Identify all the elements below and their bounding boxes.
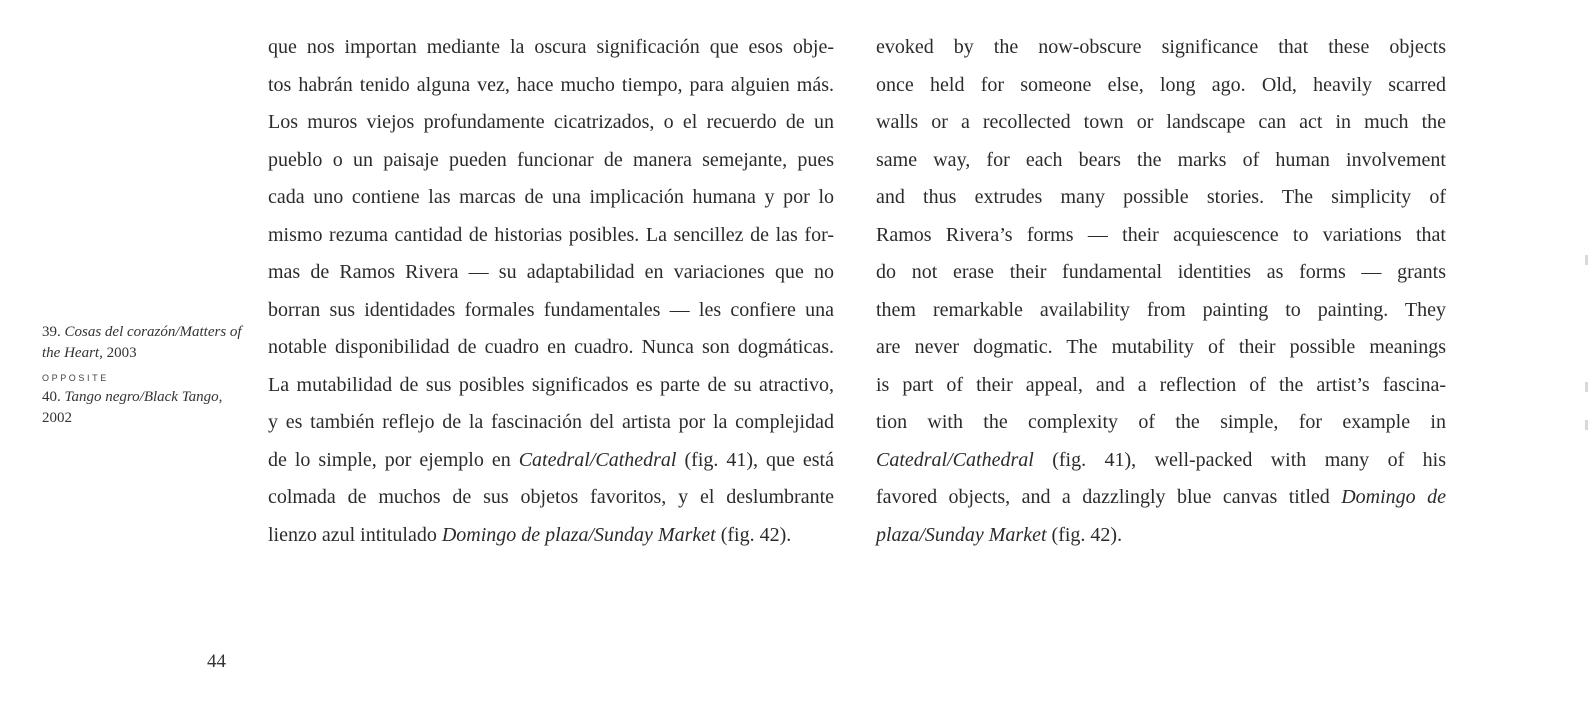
text-line xyxy=(876,442,1446,480)
caption-year: 2002 xyxy=(42,410,72,426)
text-line: evoked by the now-obscure significance that these objects xyxy=(876,36,1446,58)
caption-year: 2003 xyxy=(102,345,137,361)
text-segment: favored objects, and a dazzlingly blue canvas titled xyxy=(876,486,1342,508)
text-line: tos habrán tenido alguna vez, hace mucho tiempo, para alguien más. xyxy=(268,73,834,96)
page-number: 44 xyxy=(207,651,226,672)
text-line: La mutabilidad de sus posibles significados es parte de su atractivo, xyxy=(268,373,834,396)
text-segment: (fig. 42). xyxy=(715,523,792,546)
italic-title: Catedral/Cathedral xyxy=(876,448,1034,471)
caption-title: Cosas del corazón/Matters of the Heart, xyxy=(42,324,242,361)
text-line xyxy=(268,442,834,480)
text-line: que nos importan mediante la oscura significación que esos obje- xyxy=(268,36,834,58)
english-text-column xyxy=(876,29,1446,554)
text-line: cada uno contiene las marcas de una implicación humana y por lo xyxy=(268,186,834,208)
text-segment: (fig. 41), que está xyxy=(676,448,834,471)
text-line: Los muros viejos profundamente cicatrizados, o el recuerdo de un xyxy=(268,111,834,133)
italic-title: Catedral/Cathedral xyxy=(518,448,677,471)
text-line: mismo rezuma cantidad de historias posibles. La sencillez de las for- xyxy=(268,223,834,246)
text-line: and thus extrudes many possible stories. The simplicity of xyxy=(876,186,1446,208)
edge-mark xyxy=(1585,255,1588,265)
text-line: Ramos Rivera’s forms — their acquiescence to variations that xyxy=(876,223,1446,246)
italic-title: plaza/Sunday Market xyxy=(876,523,1047,546)
text-line: walls or a recollected town or landscape can act in much the xyxy=(876,111,1446,133)
italic-title: Domingo de plaza/Sunday Market xyxy=(441,523,716,546)
opposite-label: OPPOSITE xyxy=(42,373,109,383)
text-segment: de lo simple, por ejemplo en xyxy=(268,448,519,471)
caption-number: 39. xyxy=(42,324,65,340)
caption-number: 40. xyxy=(42,389,65,405)
spanish-text-column xyxy=(268,29,834,554)
text-line: borran sus identidades formales fundamentales — les confiere una xyxy=(268,298,834,321)
text-line: them remarkable availability from painting to painting. They xyxy=(876,298,1446,321)
text-segment: (fig. 42). xyxy=(1046,523,1123,546)
caption-title: Tango negro/Black Tango, xyxy=(64,389,223,405)
text-line: pueblo o un paisaje pueden funcionar de manera semejante, pues xyxy=(268,148,834,171)
text-line: are never dogmatic. The mutability of their possible meanings xyxy=(876,336,1446,358)
text-line: y es también reflejo de la fascinación del artista por la complejidad xyxy=(268,411,834,433)
text-line: do not erase their fundamental identities as forms — grants xyxy=(876,261,1446,283)
figure-captions xyxy=(42,322,247,437)
caption-fig-39 xyxy=(42,322,247,364)
caption-fig-40 xyxy=(42,387,247,429)
edge-mark xyxy=(1585,420,1588,430)
text-line xyxy=(876,517,1446,555)
text-segment: lienzo azul intitulado xyxy=(268,523,442,546)
text-line xyxy=(876,479,1446,517)
text-line: tion with the complexity of the simple, for example in xyxy=(876,411,1446,433)
text-line: is part of their appeal, and a reflection of the artist’s fascina- xyxy=(876,373,1446,396)
text-line: colmada de muchos de sus objetos favoritos, y el deslumbrante xyxy=(268,486,834,508)
text-line xyxy=(268,517,834,555)
text-line: once held for someone else, long ago. Old, heavily scarred xyxy=(876,73,1446,96)
text-line: notable disponibilidad de cuadro en cuadro. Nunca son dogmáticas. xyxy=(268,336,834,358)
text-segment: (fig. 41), well-packed with many of his xyxy=(1033,448,1446,471)
text-line: mas de Ramos Rivera — su adaptabilidad en variaciones que no xyxy=(268,261,834,283)
edge-mark xyxy=(1585,382,1588,392)
italic-title: Domingo de xyxy=(1341,486,1446,508)
text-line: same way, for each bears the marks of human involvement xyxy=(876,148,1446,171)
